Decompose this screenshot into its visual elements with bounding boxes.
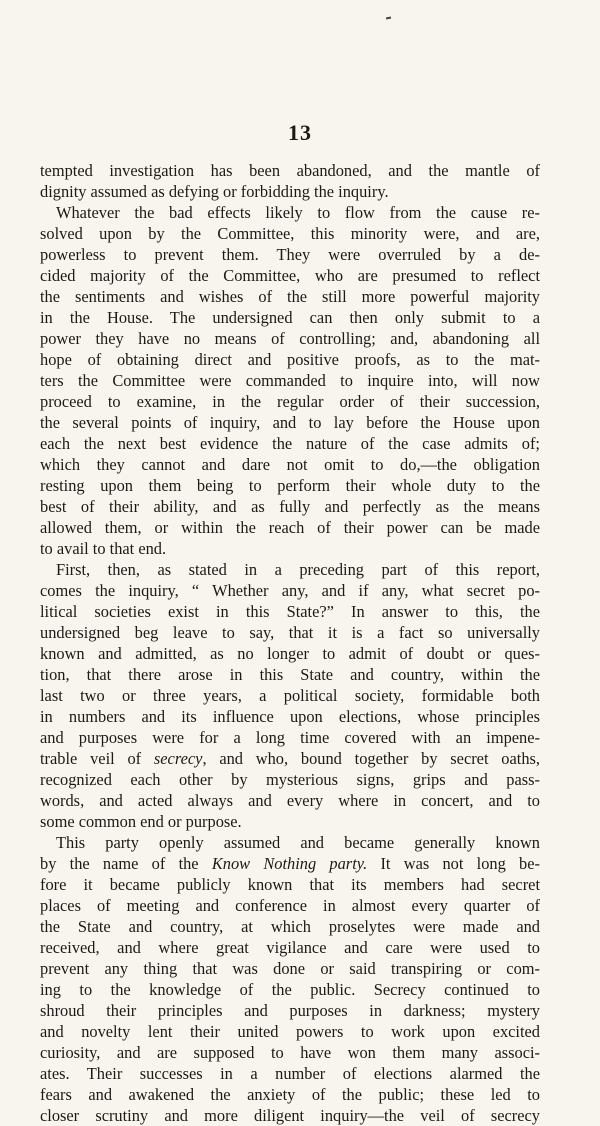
text-line: litical societies exist in this State?” In answer to this, the bbox=[40, 602, 540, 621]
text-line: solved upon by the Committee, this minority were, and are, bbox=[40, 224, 540, 243]
text-line: ters the Committee were commanded to inquire into, will now bbox=[40, 371, 540, 390]
text-line: ing to the knowledge of the public. Secrecy continued to bbox=[40, 980, 540, 999]
page-number: 13 bbox=[288, 120, 312, 145]
text-line: received, and where great vigilance and care were used to bbox=[40, 938, 540, 957]
text-line: This party openly assumed and became generally known bbox=[56, 833, 540, 852]
text-line: known and admitted, as no longer to admit of doubt or ques- bbox=[40, 644, 540, 663]
text-line bbox=[40, 853, 540, 874]
text-line: and novelty lent their united powers to work upon excited bbox=[40, 1022, 540, 1041]
text-line: the State and country, at which proselytes were made and bbox=[40, 917, 540, 936]
text-line: undersigned beg leave to say, that it is a fact so universally bbox=[40, 623, 540, 642]
text-line: fore it became publicly known that its members had secret bbox=[40, 875, 540, 894]
text-line: allowed them, or within the reach of their power can be made bbox=[40, 518, 540, 537]
text-line: which they cannot and dare not omit to do,—the obligation bbox=[40, 455, 540, 474]
text-line: places of meeting and conference in almost every quarter of bbox=[40, 896, 540, 915]
text-line: each the next best evidence the nature of the case admits of; bbox=[40, 434, 540, 453]
text-line: curiosity, and are supposed to have won them many associ- bbox=[40, 1043, 540, 1062]
text-line: tempted investigation has been abandoned, and the mantle of bbox=[40, 161, 540, 180]
italic-text: Know Nothing party. bbox=[211, 854, 368, 873]
report-body-text bbox=[40, 160, 540, 1126]
text-line: in the House. The undersigned can then only submit to a bbox=[40, 308, 540, 327]
text-line: in numbers and its influence upon elections, whose principles bbox=[40, 707, 540, 726]
text-line: proceed to examine, in the regular order of their succession, bbox=[40, 392, 540, 411]
text-line: shroud their principles and purposes in darkness; mystery bbox=[40, 1001, 540, 1020]
text-line: words, and acted always and every where in concert, and to bbox=[40, 791, 540, 810]
text-line: hope of obtaining direct and positive proofs, as to the mat- bbox=[40, 350, 540, 369]
text-segment: by the name of the bbox=[40, 854, 212, 873]
text-line: tion, that there arose in this State and country, within the bbox=[40, 665, 540, 684]
text-segment: trable veil of bbox=[40, 749, 154, 768]
text-line: cided majority of the Committee, who are presumed to reflect bbox=[40, 266, 540, 285]
text-line: power they have no means of controlling; and, abandoning all bbox=[40, 329, 540, 348]
text-line: Whatever the bad effects likely to flow from the cause re- bbox=[56, 203, 540, 222]
text-line: some common end or purpose. bbox=[40, 812, 242, 831]
text-line: closer scrutiny and more diligent inquiry—the veil of secrecy bbox=[40, 1106, 540, 1125]
text-line: prevent any thing that was done or said transpiring or com- bbox=[40, 959, 540, 978]
text-line: the sentiments and wishes of the still more powerful majority bbox=[40, 287, 540, 306]
text-line: and purposes were for a long time covered with an impene- bbox=[40, 728, 540, 747]
text-line: recognized each other by mysterious signs, grips and pass- bbox=[40, 770, 540, 789]
text-segment: , and who, bound together by secret oaths, bbox=[202, 749, 540, 768]
text-line: the several points of inquiry, and to lay before the House upon bbox=[40, 413, 540, 432]
text-line: to avail to that end. bbox=[40, 539, 167, 558]
print-speck bbox=[386, 17, 391, 20]
text-line: best of their ability, and as fully and perfectly as the means bbox=[40, 497, 540, 516]
text-segment: It was not long be- bbox=[367, 854, 540, 873]
text-line: powerless to prevent them. They were overruled by a de- bbox=[40, 245, 540, 264]
text-line: fears and awakened the anxiety of the public; these led to bbox=[40, 1085, 540, 1104]
text-line: comes the inquiry, “ Whether any, and if any, what secret po- bbox=[40, 581, 540, 600]
text-line: resting upon them being to perform their whole duty to the bbox=[40, 476, 540, 495]
text-line: last two or three years, a political society, formidable both bbox=[40, 686, 540, 705]
italic-text: secrecy bbox=[153, 749, 203, 768]
text-line: ates. Their successes in a number of elections alarmed the bbox=[40, 1064, 540, 1083]
text-line: First, then, as stated in a preceding part of this report, bbox=[56, 560, 540, 579]
text-line bbox=[40, 748, 540, 769]
text-line: dignity assumed as defying or forbidding the inquiry. bbox=[40, 182, 389, 201]
